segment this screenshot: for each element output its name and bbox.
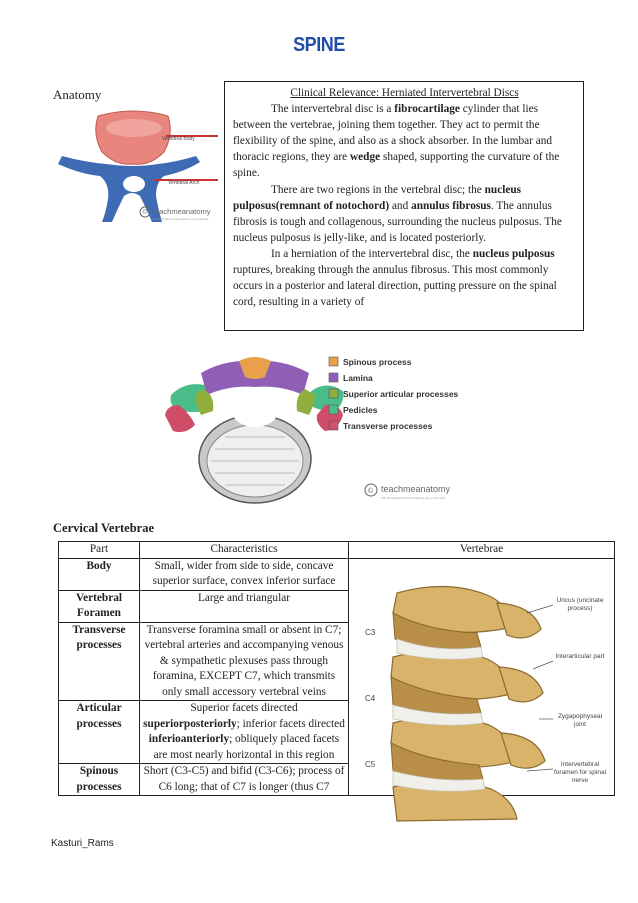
legend bbox=[329, 357, 459, 431]
svg-text:©: © bbox=[142, 210, 147, 216]
row-part: Spinous processes bbox=[59, 764, 140, 796]
clinical-heading: Clinical Relevance: Herniated Intervertebral Discs bbox=[290, 87, 519, 99]
bold-term: superiorposteriorly bbox=[143, 717, 237, 730]
clinical-relevance-box bbox=[224, 81, 584, 331]
legend-swatch bbox=[329, 357, 338, 366]
row-characteristics bbox=[140, 622, 349, 701]
uncus-label: Uncus (uncinate process) bbox=[556, 596, 604, 612]
svg-text:©: © bbox=[368, 488, 374, 495]
vertebrae-image-cell bbox=[349, 558, 615, 796]
clinical-paragraph-2 bbox=[233, 182, 576, 246]
bold-term: fibrocartilage bbox=[394, 103, 460, 116]
text-run: ruptures, breaking through the annulus fibrosus. This most commonly occurs in a posterior and lateral direction, putting pressure on the spinal cord, resulting in a variety of bbox=[233, 264, 557, 309]
text-run: and bbox=[389, 199, 412, 212]
interarticular-label: Interarticular part bbox=[555, 652, 605, 660]
row-part: Vertebral Foramen bbox=[59, 590, 140, 622]
vertebral-arch-label: Vertebral Arch bbox=[168, 180, 200, 186]
bold-term: wedge bbox=[350, 151, 381, 164]
vertebra-illustration bbox=[50, 104, 218, 232]
text-run: cylinder that lies between the vertebrae, joining them together. They act to permit the flexibility of the spine, and also as a shock absorber. In the lumbar and thoracic regions, they are bbox=[233, 103, 553, 164]
header-vertebrae: Vertebrae bbox=[349, 542, 615, 559]
cervical-spine-illustration bbox=[357, 573, 607, 833]
legend-label: Transverse processes bbox=[343, 421, 433, 431]
text-run: The intervertebral disc is a bbox=[271, 103, 395, 116]
clinical-paragraph-3 bbox=[233, 246, 576, 310]
bold-term: annulus fibrosus bbox=[411, 199, 491, 212]
text-run: ; inferior facets directed bbox=[236, 717, 345, 730]
level-c3-label: C3 bbox=[365, 627, 376, 637]
header-part: Part bbox=[59, 542, 140, 559]
text-run: Small, wider from side to side, concave superior surface, convex inferior surface bbox=[152, 559, 336, 587]
text-run: Superior facets directed bbox=[190, 702, 298, 714]
legend-swatch bbox=[329, 389, 338, 398]
bold-term: nucleus pulposus bbox=[472, 247, 555, 260]
watermark-2: teachmeanatomy bbox=[381, 484, 451, 494]
table-row bbox=[59, 558, 615, 590]
row-characteristics bbox=[140, 590, 349, 622]
legend-swatch bbox=[329, 405, 338, 414]
watermark-1: teachmeanatomy bbox=[153, 207, 211, 216]
row-characteristics bbox=[140, 701, 349, 764]
clinical-paragraph-1 bbox=[233, 101, 576, 181]
text-run: In a herniation of the intervertebral disc, the bbox=[271, 247, 473, 260]
row-part: Articular processes bbox=[59, 701, 140, 764]
vertebra-parts-illustration bbox=[165, 355, 485, 505]
anatomy-label: Anatomy bbox=[53, 87, 102, 102]
legend-label: Spinous process bbox=[343, 357, 412, 367]
foramen-label: Intervertebral foramen for spinal nerve bbox=[553, 760, 607, 784]
vertebral-body-label: Vertebral Body bbox=[162, 136, 195, 142]
row-part: Transverse processes bbox=[59, 622, 140, 701]
text-run: shaped, supporting the curvature of the spine. bbox=[233, 151, 560, 180]
level-c4-label: C4 bbox=[365, 693, 376, 703]
legend-label: Pedicles bbox=[343, 405, 378, 415]
page-title: SPINE bbox=[293, 34, 345, 56]
row-characteristics bbox=[140, 764, 349, 796]
header-characteristics: Characteristics bbox=[140, 542, 349, 559]
text-run: Transverse foramina small or absent in C7; vertebral arteries and accompanying venous & sympathetic plexuses pass through foramina, EXCEPT C7, which transmits only small accessory vertebral veins bbox=[144, 623, 344, 698]
level-c5-label: C5 bbox=[365, 759, 376, 769]
cervical-table bbox=[58, 541, 615, 796]
row-characteristics bbox=[140, 558, 349, 590]
text-run: Large and triangular bbox=[197, 591, 290, 604]
legend-swatch bbox=[329, 421, 338, 430]
cervical-heading: Cervical Vertebrae bbox=[53, 521, 155, 535]
text-run: There are two regions in the vertebral disc; the bbox=[271, 183, 485, 196]
legend-label: Superior articular processes bbox=[343, 389, 459, 399]
legend-label: Lamina bbox=[343, 373, 373, 383]
bold-term: inferioanteriorly bbox=[148, 733, 230, 745]
bold-term: nucleus pulposus(remnant of notochord) bbox=[233, 183, 522, 212]
footer-author: Kasturi_Rams bbox=[51, 838, 114, 849]
legend-swatch bbox=[329, 373, 338, 382]
text-run: . The annulus fibrosis is tough and collagenous, surrounding the nucleus pulposus. The nucleus pulposus is jelly-like, and is located posteriorly. bbox=[233, 199, 562, 244]
watermark-1-sub: The #1 Applied Human Anatomy site on the web bbox=[153, 218, 209, 221]
watermark-2-sub: The #1 Applied Human Anatomy site on the web bbox=[381, 496, 446, 500]
text-run: Short (C3-C5) and bifid (C3-C6); process of C6 long; that of C7 is longer (thus C7 bbox=[143, 765, 345, 793]
zygapophyseal-label: Zygapophyseal joint bbox=[557, 712, 603, 728]
text-run: ; obliquely placed facets are most nearly horizontal in this region bbox=[153, 733, 340, 761]
row-part: Body bbox=[59, 558, 140, 590]
